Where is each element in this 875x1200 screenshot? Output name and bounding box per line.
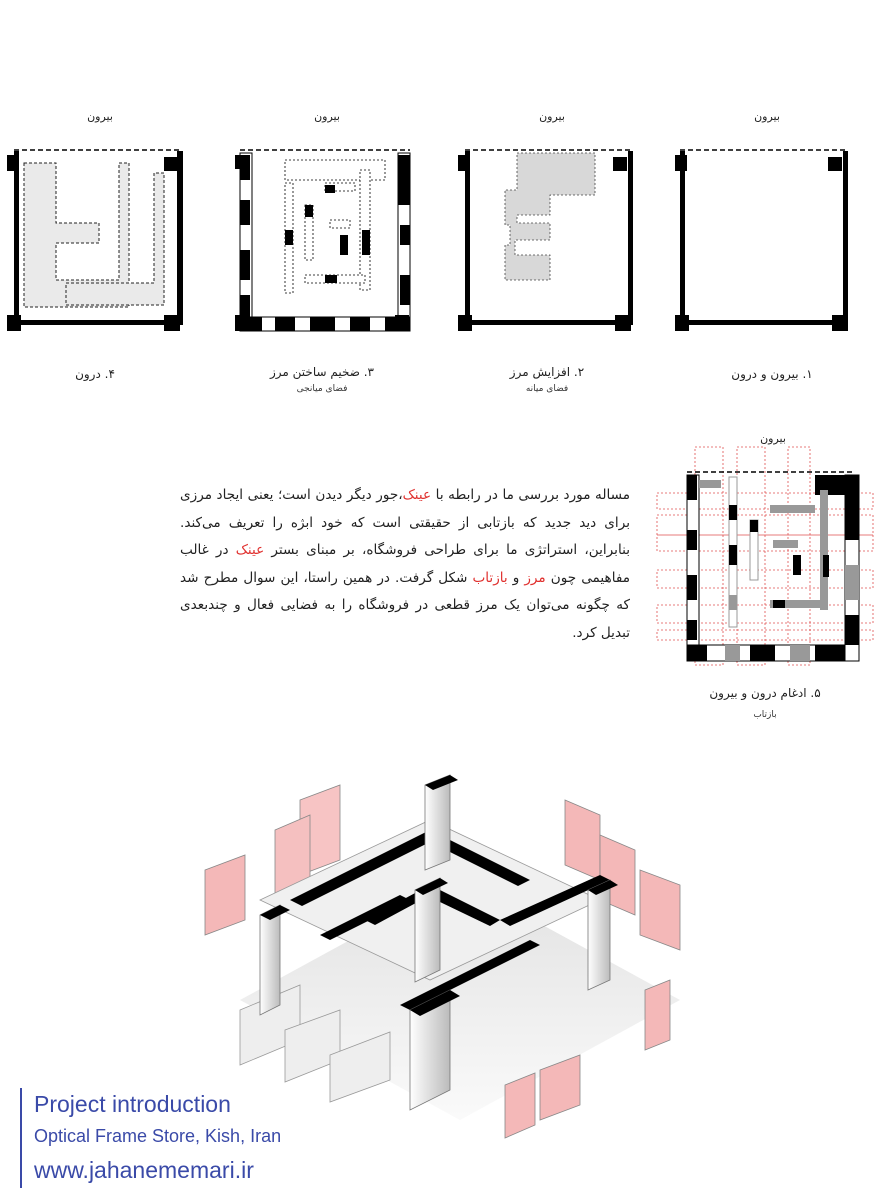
para-part-3: در غالب مفاهیمی چون	[180, 542, 630, 586]
panel5-outside-label: بیرون	[760, 432, 786, 445]
diagram-inside	[4, 145, 194, 335]
outside-label-1: بیرون	[754, 110, 780, 123]
caption-5: ۵. ادغام درون و بیرون	[709, 686, 821, 700]
highlight-glasses-2: عینک	[235, 542, 265, 558]
credit-website-link[interactable]: www.jahanememari.ir	[34, 1157, 254, 1183]
intro-paragraph	[180, 482, 630, 647]
para-part-1: مساله مورد بررسی ما در رابطه با	[431, 487, 631, 503]
caption-4: ۴. درون	[75, 367, 115, 381]
credit-block	[20, 1088, 281, 1188]
subcaption-2: فضای میانه	[525, 384, 569, 394]
diagram-outside-inside	[670, 145, 860, 335]
credit-title: Project introduction	[34, 1091, 231, 1117]
para-part-5: شکل گرفت. در همین راستا، این سوال مطرح شد که چگونه می‌توان یک مرز قطعی در فروشگاه را به فضایی فعال و چندبعدی تبدیل کرد.	[180, 569, 630, 641]
subcaption-3: فضای میانجی	[296, 384, 348, 394]
highlight-boundary: مرز	[524, 569, 546, 586]
caption-3: ۳. ضخیم ساختن مرز	[270, 365, 374, 379]
para-part-4: و	[507, 569, 525, 586]
caption-2: ۲. افزایش مرز	[509, 365, 585, 379]
highlight-glasses-1: عینک	[402, 487, 432, 503]
diagram-increase-boundary	[455, 145, 645, 335]
outside-label-2: بیرون	[539, 110, 565, 123]
subcaption-5: بازتاب	[753, 710, 777, 720]
outside-label-3: بیرون	[314, 110, 340, 123]
highlight-reflection: بازتاب	[472, 569, 508, 586]
outside-label-4: بیرون	[87, 110, 113, 123]
credit-project: Optical Frame Store, Kish, Iran	[34, 1126, 282, 1146]
caption-1: ۱. بیرون و درون	[731, 367, 813, 381]
diagram-merge	[655, 445, 875, 675]
diagram-thick-boundary	[230, 145, 420, 335]
para-part-2: ،جور دیگر دیدن است؛ یعنی ایجاد مرزی برای دید جدید که بازتابی از حقیقتی است که خود ابژه را تعریف می‌کند. بنابراین، استراتژی ما برای طراحی فروشگاه، بر مبنای بستر	[180, 487, 630, 558]
